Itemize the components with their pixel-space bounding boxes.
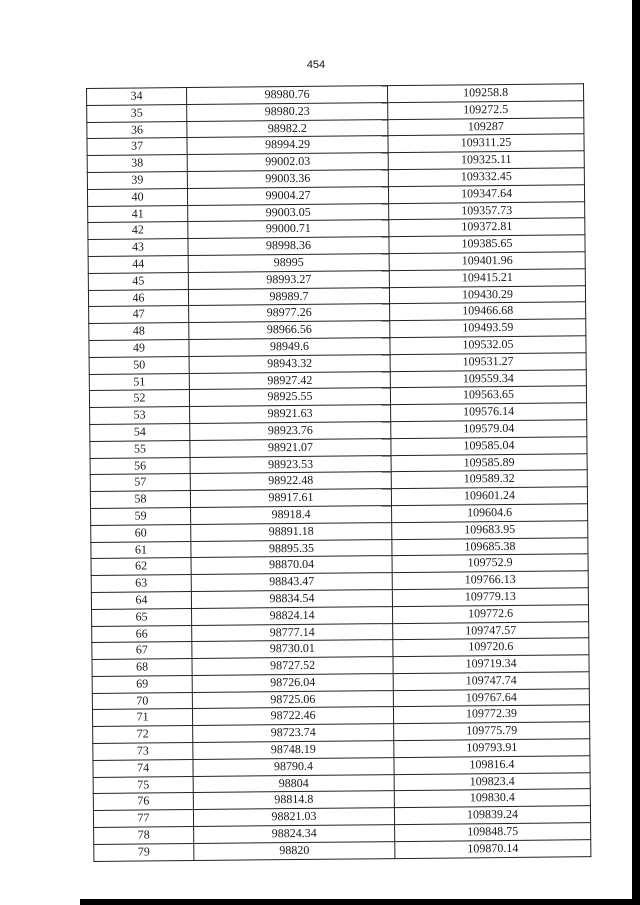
x-coordinate-cell: 98943.32 [189, 354, 390, 373]
y-coordinate-cell: 109258.8 [387, 84, 583, 103]
x-coordinate-cell: 98977.26 [189, 304, 390, 323]
point-number-cell: 61 [91, 541, 191, 559]
y-coordinate-cell: 109839.24 [394, 806, 590, 825]
y-coordinate-cell: 109532.05 [390, 336, 586, 355]
point-number-cell: 68 [92, 659, 192, 677]
y-coordinate-cell: 109385.65 [389, 235, 585, 254]
point-number-cell: 62 [91, 558, 191, 576]
x-coordinate-cell: 98917.61 [190, 489, 391, 508]
x-coordinate-cell: 98790.4 [193, 757, 394, 776]
point-number-cell: 52 [89, 390, 189, 408]
y-coordinate-cell: 109357.73 [389, 201, 585, 220]
x-coordinate-cell: 98723.74 [193, 724, 394, 743]
point-number-cell: 53 [90, 407, 190, 425]
x-coordinate-cell: 98993.27 [188, 270, 389, 289]
x-coordinate-cell: 98921.07 [190, 438, 391, 457]
point-number-cell: 64 [91, 591, 191, 609]
y-coordinate-cell: 109576.14 [391, 403, 587, 422]
x-coordinate-cell: 98922.48 [190, 472, 391, 491]
y-coordinate-cell: 109816.4 [394, 756, 590, 775]
x-coordinate-cell: 99000.71 [188, 220, 389, 239]
y-coordinate-cell: 109531.27 [390, 352, 586, 371]
x-coordinate-cell: 98925.55 [189, 388, 390, 407]
y-coordinate-cell: 109579.04 [391, 420, 587, 439]
x-coordinate-cell: 99003.36 [187, 170, 388, 189]
point-number-cell: 47 [89, 306, 189, 324]
y-coordinate-cell: 109604.6 [392, 504, 588, 523]
x-coordinate-cell: 98777.14 [192, 623, 393, 642]
point-number-cell: 70 [92, 692, 192, 710]
y-coordinate-cell: 109493.59 [390, 319, 586, 338]
x-coordinate-cell: 98725.06 [192, 690, 393, 709]
y-coordinate-cell: 109272.5 [388, 101, 584, 120]
y-coordinate-cell: 109747.57 [393, 621, 589, 640]
x-coordinate-cell: 98824.14 [191, 606, 392, 625]
point-number-cell: 72 [93, 726, 193, 744]
x-coordinate-cell: 98980.23 [187, 102, 388, 121]
x-coordinate-cell: 98834.54 [191, 589, 392, 608]
x-coordinate-cell: 98998.36 [188, 237, 389, 256]
y-coordinate-cell: 109747.74 [393, 672, 589, 691]
x-coordinate-cell: 98748.19 [193, 741, 394, 760]
y-coordinate-cell: 109720.6 [393, 638, 589, 657]
y-coordinate-cell: 109793.91 [394, 739, 590, 758]
x-coordinate-cell: 98824.34 [194, 825, 395, 844]
x-coordinate-cell: 99004.27 [187, 186, 388, 205]
point-number-cell: 34 [87, 88, 187, 106]
y-coordinate-cell: 109823.4 [394, 772, 590, 791]
point-number-cell: 60 [91, 524, 191, 542]
y-coordinate-cell: 109585.89 [391, 453, 587, 472]
point-number-cell: 58 [90, 491, 190, 509]
y-coordinate-cell: 109772.39 [393, 705, 589, 724]
point-number-cell: 65 [92, 608, 192, 626]
y-coordinate-cell: 109430.29 [389, 285, 585, 304]
point-number-cell: 39 [87, 172, 187, 190]
point-number-cell: 77 [93, 810, 193, 828]
point-number-cell: 71 [92, 709, 192, 727]
x-coordinate-cell: 98727.52 [192, 657, 393, 676]
point-number-cell: 79 [94, 843, 194, 861]
point-number-cell: 66 [92, 625, 192, 643]
x-coordinate-cell: 98921.63 [190, 405, 391, 424]
x-coordinate-cell: 98870.04 [191, 556, 392, 575]
x-coordinate-cell: 98923.53 [190, 455, 391, 474]
point-number-cell: 55 [90, 440, 190, 458]
point-number-cell: 76 [93, 793, 193, 811]
point-number-cell: 46 [88, 289, 188, 307]
point-number-cell: 49 [89, 339, 189, 357]
y-coordinate-cell: 109589.32 [391, 470, 587, 489]
x-coordinate-cell: 98980.76 [187, 86, 388, 105]
point-number-cell: 73 [93, 743, 193, 761]
point-number-cell: 37 [87, 138, 187, 156]
point-number-cell: 36 [87, 121, 187, 139]
x-coordinate-cell: 98730.01 [192, 640, 393, 659]
y-coordinate-cell: 109325.11 [388, 151, 584, 170]
point-number-cell: 51 [89, 373, 189, 391]
x-coordinate-cell: 98949.6 [189, 338, 390, 357]
y-coordinate-cell: 109752.9 [392, 554, 588, 573]
point-number-cell: 50 [89, 356, 189, 374]
y-coordinate-cell: 109559.34 [390, 369, 586, 388]
x-coordinate-cell: 98804 [193, 774, 394, 793]
point-number-cell: 35 [87, 104, 187, 122]
y-coordinate-cell: 109830.4 [394, 789, 590, 808]
y-coordinate-cell: 109287 [388, 117, 584, 136]
x-coordinate-cell: 98994.29 [187, 136, 388, 155]
y-coordinate-cell: 109772.6 [392, 604, 588, 623]
x-coordinate-cell: 98966.56 [189, 321, 390, 340]
x-coordinate-cell: 98923.76 [190, 422, 391, 441]
x-coordinate-cell: 98927.42 [189, 371, 390, 390]
point-number-cell: 75 [93, 776, 193, 794]
x-coordinate-cell: 98814.8 [193, 791, 394, 810]
x-coordinate-cell: 98843.47 [191, 573, 392, 592]
y-coordinate-cell: 109332.45 [388, 168, 584, 187]
x-coordinate-cell: 99003.05 [188, 203, 389, 222]
x-coordinate-cell: 98982.2 [187, 119, 388, 138]
y-coordinate-cell: 109401.96 [389, 252, 585, 271]
point-number-cell: 43 [88, 239, 188, 257]
coordinate-table-container [86, 83, 587, 861]
page-number: 454 [306, 59, 326, 71]
point-number-cell: 54 [90, 423, 190, 441]
point-number-cell: 40 [87, 188, 187, 206]
y-coordinate-cell: 109372.81 [389, 218, 585, 237]
point-number-cell: 67 [92, 642, 192, 660]
scan-edge-right [632, 0, 640, 905]
point-number-cell: 69 [92, 675, 192, 693]
point-number-cell: 63 [91, 575, 191, 593]
point-number-cell: 59 [91, 507, 191, 525]
y-coordinate-cell: 109848.75 [395, 823, 591, 842]
x-coordinate-cell: 98821.03 [193, 808, 394, 827]
x-coordinate-cell: 98895.35 [191, 539, 392, 558]
coordinate-table-body [87, 84, 591, 861]
x-coordinate-cell: 98989.7 [188, 287, 389, 306]
point-number-cell: 78 [94, 827, 194, 845]
y-coordinate-cell: 109719.34 [393, 655, 589, 674]
point-number-cell: 48 [89, 323, 189, 341]
y-coordinate-cell: 109685.38 [392, 537, 588, 556]
y-coordinate-cell: 109767.64 [393, 688, 589, 707]
y-coordinate-cell: 109585.04 [391, 436, 587, 455]
x-coordinate-cell: 98820 [194, 841, 395, 860]
point-number-cell: 42 [88, 222, 188, 240]
point-number-cell: 45 [88, 272, 188, 290]
y-coordinate-cell: 109311.25 [388, 134, 584, 153]
point-number-cell: 57 [90, 474, 190, 492]
point-number-cell: 41 [88, 205, 188, 223]
table-row [94, 840, 591, 862]
point-number-cell: 44 [88, 255, 188, 273]
y-coordinate-cell: 109683.95 [392, 520, 588, 539]
point-number-cell: 74 [93, 759, 193, 777]
x-coordinate-cell: 98995 [188, 254, 389, 273]
x-coordinate-cell: 99002.03 [187, 153, 388, 172]
y-coordinate-cell: 109775.79 [394, 722, 590, 741]
x-coordinate-cell: 98726.04 [192, 673, 393, 692]
y-coordinate-cell: 109563.65 [390, 386, 586, 405]
point-number-cell: 56 [90, 457, 190, 475]
y-coordinate-cell: 109466.68 [390, 302, 586, 321]
y-coordinate-cell: 109766.13 [392, 571, 588, 590]
point-number-cell: 38 [87, 155, 187, 173]
y-coordinate-cell: 109347.64 [388, 185, 584, 204]
x-coordinate-cell: 98918.4 [191, 506, 392, 525]
x-coordinate-cell: 98722.46 [192, 707, 393, 726]
y-coordinate-cell: 109779.13 [392, 588, 588, 607]
x-coordinate-cell: 98891.18 [191, 522, 392, 541]
scan-edge-bottom [80, 899, 640, 905]
coordinate-table [86, 83, 591, 861]
y-coordinate-cell: 109415.21 [389, 268, 585, 287]
y-coordinate-cell: 109870.14 [395, 840, 591, 859]
y-coordinate-cell: 109601.24 [391, 487, 587, 506]
